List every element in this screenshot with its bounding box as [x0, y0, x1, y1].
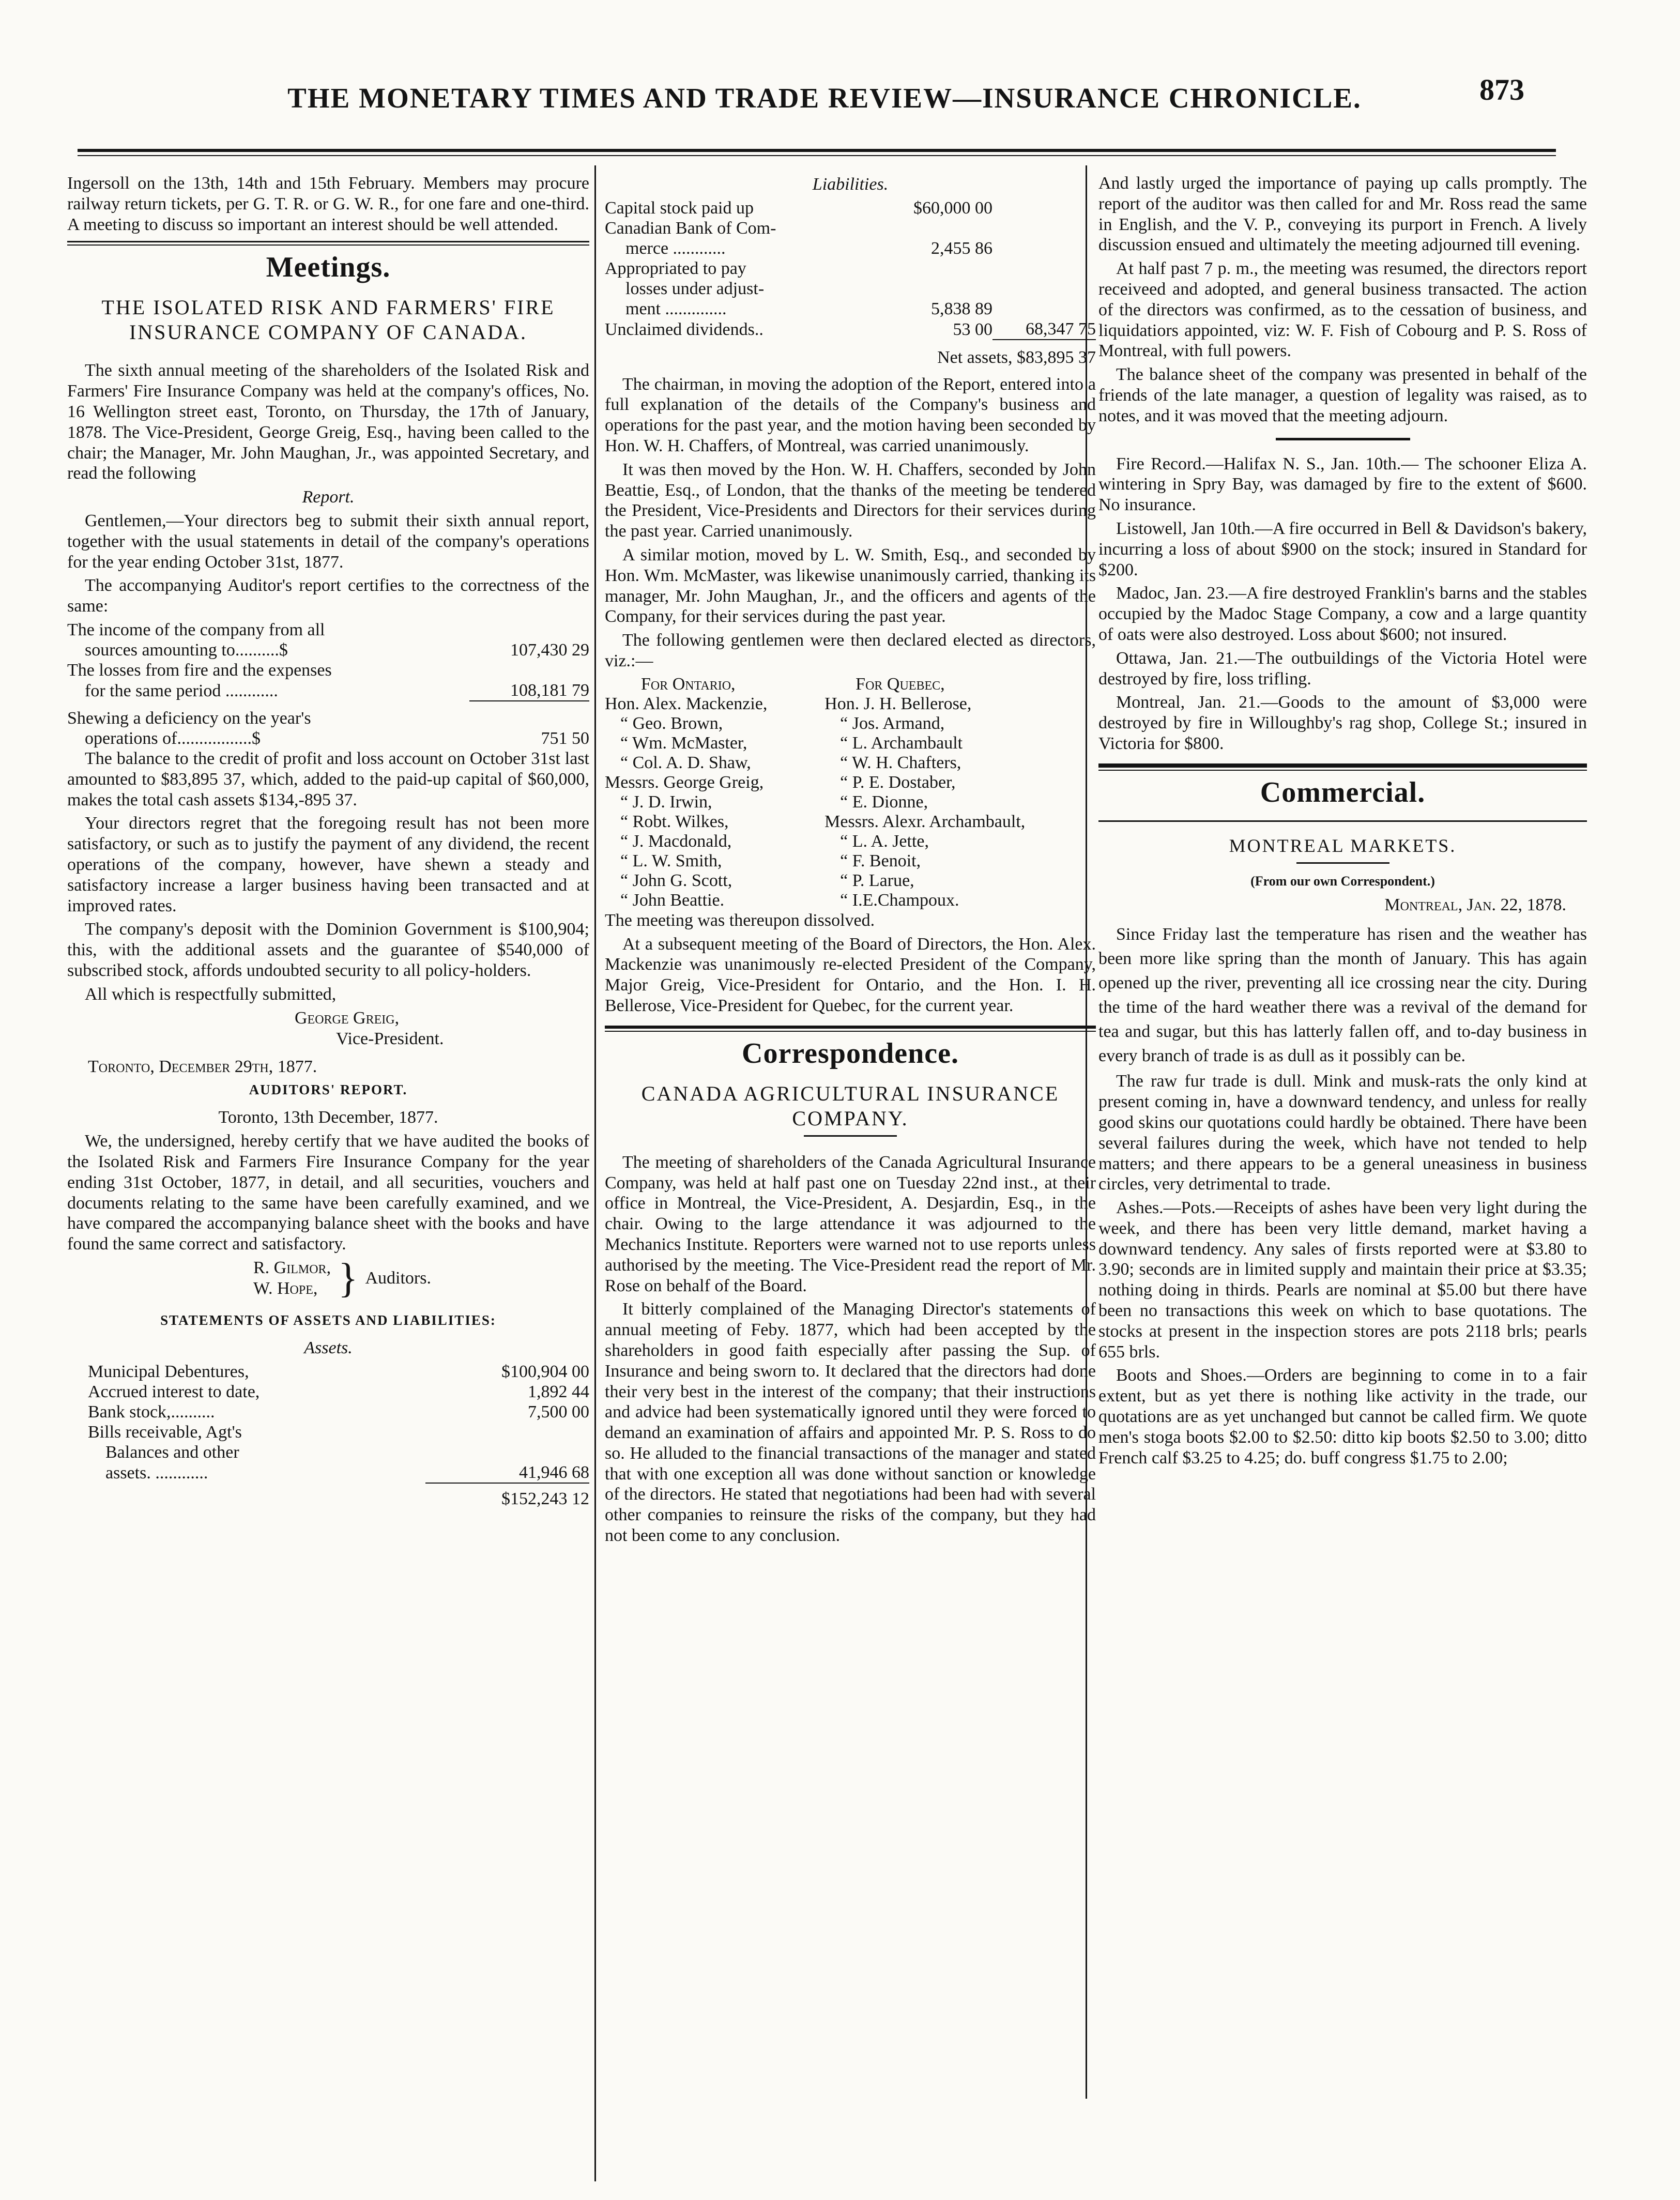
asset-label: Balances and other	[105, 1442, 239, 1462]
body-paragraph: At a subsequent meeting of the Board of Directors, the Hon. Alex. Mackenzie was unanimously re-elected President of the Company, Major Greig, Vice-President for Ontario, and the Hon. I. H. Bellerose, Vice-President for Quebec, for the current year.	[605, 934, 1096, 1015]
liability-amount: $60,000 00	[913, 198, 992, 218]
fire-record-paragraph: Ottawa, Jan. 21.—The outbuildings of the Victoria Hotel were destroyed by fire, loss trifling.	[1098, 648, 1587, 689]
body-paragraph: The balance to the credit of profit and loss account on October 31st last amounted to $83,895 37, which, added to the paid-up capital of $60,000, makes the total cash assets $134,-895 37.	[67, 748, 589, 809]
fire-record-paragraph: Montreal, Jan. 21.—Goods to the amount of $3,000 were destroyed by fire in Willoughby's rag shop, College St.; insured in Victoria for $800.	[1098, 693, 1587, 753]
ledger-label: Shewing a deficiency on the year's	[67, 708, 311, 728]
signature-name: George Greig,	[295, 1008, 400, 1028]
liability-label: Unclaimed dividends..	[605, 319, 763, 339]
income-ledger	[67, 620, 589, 748]
correspondent-note: (From our own Correspondent.)	[1250, 873, 1435, 889]
director-ontario: Messrs. George Greig,	[605, 772, 764, 792]
asset-label: assets. ............	[105, 1463, 208, 1483]
body-paragraph: The accompanying Auditor's report certifies to the correctness of the same:	[67, 576, 589, 616]
auditor-name: W. Hope,	[253, 1278, 318, 1298]
statements-heading: STATEMENTS OF ASSETS AND LIABILITIES:	[160, 1312, 496, 1328]
liability-label: losses under adjust-	[625, 279, 765, 298]
auditors-signatures: R. Gilmor, W. Hope, } Auditors.	[253, 1255, 431, 1301]
body-paragraph: Since Friday last the temperature has risen and the weather has been more like spring than the month of January. This has again opened up the river, preventing all ice crossing near the city. During the time of the hard weather there was a revival of the demand for tea and sugar, but this has latterly fallen off, and to-day business in every branch of trade is as dull as it possibly can be.	[1098, 925, 1587, 1066]
director-quebec: “ L. A. Jette,	[840, 831, 929, 851]
liability-label: Appropriated to pay	[605, 258, 746, 278]
ledger-label: sources amounting to..........$	[85, 640, 288, 660]
liability-total	[992, 279, 1096, 299]
assets-table	[67, 1362, 589, 1509]
body-paragraph: The chairman, in moving the adoption of the Report, entered into a full explanation of the details of the Company's business and operations for the past year, and the motion having been seconded by Hon. W. H. Chaffers, of Montreal, was carried unanimously.	[605, 374, 1096, 455]
directors-heading-quebec: For Quebec,	[856, 674, 945, 694]
asset-amount: $100,904 00	[501, 1362, 589, 1381]
director-ontario: “ John Beattie.	[620, 890, 725, 910]
liability-total: 68,347 75	[992, 319, 1096, 340]
auditors-heading: AUDITORS' REPORT.	[249, 1082, 408, 1098]
section-heading-meetings: Meetings.	[266, 251, 391, 284]
director-ontario: “ Col. A. D. Shaw,	[620, 753, 751, 772]
liability-label: Canadian Bank of Com-	[605, 218, 776, 238]
auditors-label: Auditors.	[365, 1268, 431, 1288]
liability-label: ment ..............	[625, 299, 727, 318]
assets-total: $152,243 12	[501, 1489, 589, 1508]
column-left	[67, 173, 589, 2174]
director-ontario: “ J. D. Irwin,	[620, 792, 712, 812]
liability-total	[992, 218, 1096, 238]
ledger-amount: 107,430 29	[510, 640, 589, 660]
liability-total	[992, 258, 1096, 279]
director-quebec: “ W. H. Chafters,	[840, 753, 961, 772]
fire-record-rule	[1276, 438, 1410, 440]
liability-amount: 2,455 86	[931, 238, 992, 258]
column-divider-1	[594, 165, 596, 2181]
director-quebec: Messrs. Alexr. Archambault,	[824, 812, 1026, 831]
body-paragraph: Gentlemen,—Your directors beg to submit their sixth annual report, together with the usual statements in detail of the company's operations for the year ending October 31st, 1877.	[67, 511, 589, 572]
article-title: CANADA AGRICULTURAL INSURANCE COMPANY.	[641, 1081, 1060, 1130]
fire-record-paragraph: Fire Record.—Halifax N. S., Jan. 10th.— The schooner Eliza A. wintering in Spry Bay, was damaged by fire to the extent of $600. No insurance.	[1098, 454, 1587, 515]
title-rule	[804, 1135, 897, 1137]
intro-paragraph: Ingersoll on the 13th, 14th and 15th February. Members may procure railway return tickets, per G. T. R. or G. W. R., for one fare and one-third. A meeting to discuss so important an interest should be well attended.	[67, 174, 589, 234]
ledger-label: for the same period ............	[85, 681, 278, 700]
director-ontario: Hon. Alex. Mackenzie,	[605, 694, 768, 713]
body-paragraph: The raw fur trade is dull. Mink and musk-rats the only kind at present coming in, have a downward tendency, and unless for really good skins our quotations could hardly be obtained. There have been several failures during the week, which have not tended to help matters; and there appears to be a general uneasiness in business circles, very detrimental to trade.	[1098, 1072, 1587, 1194]
director-quebec: “ I.E.Champoux.	[840, 890, 959, 910]
ledger-amount: 751 50	[541, 728, 589, 748]
body-paragraph: A similar motion, moved by L. W. Smith, Esq., and seconded by Hon. Wm. McMaster, was likewise unanimously carried, thanking its manager, Mr. John Maughan, Jr., and the officers and agents of the Company, for their services during the past year.	[605, 545, 1096, 627]
section-rule	[67, 241, 589, 242]
director-ontario: “ J. Macdonald,	[620, 831, 732, 851]
body-paragraph: At half past 7 p. m., the meeting was resumed, the directors report receiveed and adopted, and general business transacted. The action of the directors was confirmed, as to the cessation of business, and liquidatiors appointed, viz: W. F. Fish of Cobourg and P. S. Ross of Montreal, with full powers.	[1098, 259, 1587, 361]
liabilities-heading: Liabilities.	[812, 175, 889, 194]
body-paragraph: We, the undersigned, hereby certify that we have audited the books of the Isolated Risk and Farmers Fire Insurance Company for the year ending 31st October, 1877, in detail, and all securities, vouchers and documents relating to the same have been carefully examined, and we have compared the accompanying balance sheet with the books and have found the same correct and satisfactory.	[67, 1132, 589, 1254]
column-right	[1098, 173, 1587, 2086]
director-quebec: “ Jos. Armand,	[840, 713, 945, 733]
liabilities-table	[605, 198, 1096, 340]
column-middle	[605, 173, 1096, 2179]
body-paragraph: The following gentlemen were then declared elected as directors, viz.:—	[605, 631, 1096, 670]
ledger-label: The losses from fire and the expenses	[67, 660, 332, 680]
header-rule-thick	[78, 149, 1556, 152]
ledger-label: operations of.................$	[85, 728, 261, 748]
directors-heading-ontario: For Ontario,	[641, 674, 736, 694]
report-heading: Report.	[302, 487, 355, 507]
liability-total	[992, 198, 1096, 218]
signature-title: Vice-President.	[336, 1029, 444, 1048]
section-rule-thin	[605, 1031, 1096, 1032]
liability-total	[992, 299, 1096, 319]
body-paragraph: The balance sheet of the company was presented in behalf of the friends of the late manager, a question of legality was raised, as to notes, and it was moved that the meeting adjourn.	[1098, 365, 1587, 425]
section-rule	[1098, 763, 1587, 768]
section-rule	[605, 1026, 1096, 1029]
director-ontario: “ Wm. McMaster,	[620, 733, 747, 753]
body-paragraph: It bitterly complained of the Managing Director's statements of annual meeting of Feby. 1877, which had been accepted by the shareholders in good faith especially after passing the Sup. of Insurance and being sworn to. It declared that the directors had done their very best in the interest of the company; that their instructions and advice had been systematically ignored until they were forced to demand an examination of affairs and appointed Mr. P. S. Ross to do so. He alluded to the financial transactions of the manager and stated that with one exception all was done without sanction or knowledge of the directors. He stated that negotiations had been had with several other companies to reinsure the risks of the company, but they had not been come to any conclusion.	[605, 1300, 1096, 1546]
asset-amount	[425, 1422, 589, 1442]
body-paragraph: The company's deposit with the Dominion Government is $100,904; this, with the additional assets and the guarantee of $540,000 of subscribed stock, affords undoubted security to all policy-holders.	[67, 920, 589, 980]
fire-record-paragraph: Listowell, Jan 10th.—A fire occurred in Bell & Davidson's bakery, incurring a loss of about $900 on the stock; insured in Standard for $200.	[1098, 518, 1587, 579]
liability-label: Capital stock paid up	[605, 198, 754, 218]
section-heading-correspondence: Correspondence.	[742, 1037, 959, 1070]
asset-amount: 1,892 44	[528, 1382, 589, 1401]
director-ontario: “ Geo. Brown,	[620, 713, 723, 733]
asset-amount: 7,500 00	[528, 1402, 589, 1422]
body-paragraph: Ashes.—Pots.—Receipts of ashes have been very light during the week, and there has been very little demand, market having a downward tendency. Any sales of firsts reported were at $3.80 to 3.90; seconds are in limited supply and maintain their price at $3.35; nothing doing in thirds. Pearls are nominal at $5.00 but there have been no transactions this week on which to base quotations. The stocks at present in the inspection stores are pots 2118 brls; pearls 655 brls.	[1098, 1198, 1587, 1362]
ledger-label: The income of the company from all	[67, 620, 325, 639]
liability-amount	[870, 279, 992, 299]
section-heading-commercial: Commercial.	[1260, 776, 1426, 808]
auditors-date: Toronto, 13th December, 1877.	[218, 1108, 438, 1127]
liability-amount: 5,838 89	[931, 299, 992, 318]
dateline: Toronto, December 29th, 1877.	[88, 1057, 317, 1076]
body-paragraph: All which is respectfully submitted,	[85, 984, 337, 1004]
auditor-name: R. Gilmor,	[253, 1258, 331, 1277]
directors-table	[605, 675, 1096, 910]
director-quebec: “ F. Benoit,	[840, 851, 921, 870]
net-assets: Net assets, $83,895 37	[937, 347, 1096, 367]
body-paragraph: The sixth annual meeting of the shareholders of the Isolated Risk and Farmers' Fire Insurance Company was held at the company's offices, No. 16 Wellington street east, Toronto, on Thursday, the 17th of January, 1878. The Vice-President, George Greig, Esq., having been called to the chair; the Manager, Mr. John Maughan, Jr., was appointed Secretary, and read the following	[67, 361, 589, 483]
header-rule-thin	[78, 155, 1556, 156]
section-rule-thin	[67, 245, 589, 246]
director-ontario: “ L. W. Smith,	[620, 851, 722, 870]
fire-record-paragraph: Madoc, Jan. 23.—A fire destroyed Franklin's barns and the stables occupied by the Madoc Stage Company, a cow and a large quantity of oats were also destroyed. Loss about $600; not insured.	[1098, 584, 1587, 644]
body-paragraph: The meeting of shareholders of the Canada Agricultural Insurance Company, was held at half past one on Tuesday 22nd inst., at their office in Montreal, the Vice-President, A. Desjardin, Esq., in the chair. Owing to the large attendance it was adjourned to the Mechanics Institute. Reporters were warned not to use reports unless authorised by the meeting. The Vice-President read the report of Mr. Rose on behalf of the Board.	[605, 1152, 1096, 1295]
asset-amount: 41,946 68	[425, 1462, 589, 1483]
ledger-amount: 108,181 79	[469, 680, 589, 701]
body-paragraph: It was then moved by the Hon. W. H. Chaffers, seconded by John Beattie, Esq., of London, that the thanks of the meeting be tendered the President, Vice-Presidents and Directors for their services during the past year. Carried unanimously.	[605, 460, 1096, 541]
dateline: Montreal, Jan. 22, 1878.	[1384, 895, 1566, 914]
body-paragraph: Boots and Shoes.—Orders are beginning to come in to a fair extent, but as yet there is nothing like activity in the trade, our quotations are as yet unchanged but cannot be called firm. We quote men's stoga boots $2.00 to $2.50: ditto kip boots $2.50 to 3.00; ditto French calf $3.25 to 4.25; do. buff congress $1.75 to 2.00;	[1098, 1366, 1587, 1468]
director-ontario: “ Robt. Wilkes,	[620, 812, 729, 831]
article-title: THE ISOLATED RISK AND FARMERS' FIRE INSURANCE COMPANY OF CANADA.	[101, 296, 555, 344]
section-rule	[1098, 820, 1587, 822]
liability-total	[992, 238, 1096, 258]
director-quebec: “ E. Dionne,	[840, 792, 928, 812]
title-rule	[1296, 862, 1389, 864]
body-paragraph: The meeting was thereupon dissolved.	[605, 910, 875, 930]
director-quebec: Hon. J. H. Bellerose,	[824, 694, 972, 713]
assets-heading: Assets.	[304, 1338, 353, 1357]
body-paragraph: And lastly urged the importance of paying up calls promptly. The report of the auditor was then called for and Mr. Ross read the same in English, and the V. P., conveying its purport in French. A lively discussion ensued and ultimately the meeting adjourned till evening.	[1098, 174, 1587, 255]
page-number: 873	[1479, 73, 1524, 106]
page-header-title: THE MONETARY TIMES AND TRADE REVIEW—INSURANCE CHRONICLE.	[287, 82, 1362, 114]
asset-amount	[425, 1442, 589, 1462]
asset-label: Bank stock,..........	[88, 1402, 215, 1422]
section-rule-thin	[1098, 770, 1587, 771]
liability-amount	[870, 218, 992, 238]
asset-label: Municipal Debentures,	[88, 1362, 249, 1381]
liability-amount	[870, 258, 992, 279]
director-quebec: “ P. Larue,	[840, 870, 914, 890]
director-ontario: “ John G. Scott,	[620, 870, 732, 890]
liability-amount: 53 00	[953, 319, 992, 339]
body-paragraph: Your directors regret that the foregoing result has not been more satisfactory, or such as to justify the payment of any dividend, the recent operations of the company, however, have shewn a steady and satisfactory increase a larger business having been transacted and at improved rates.	[67, 814, 589, 915]
asset-label: Bills receivable, Agt's	[88, 1422, 242, 1442]
liability-label: merce ............	[625, 238, 726, 258]
director-quebec: “ P. E. Dostaber,	[840, 772, 956, 792]
director-quebec: “ L. Archambault	[840, 733, 963, 753]
article-title: MONTREAL MARKETS.	[1229, 835, 1457, 856]
asset-label: Accrued interest to date,	[88, 1382, 260, 1401]
